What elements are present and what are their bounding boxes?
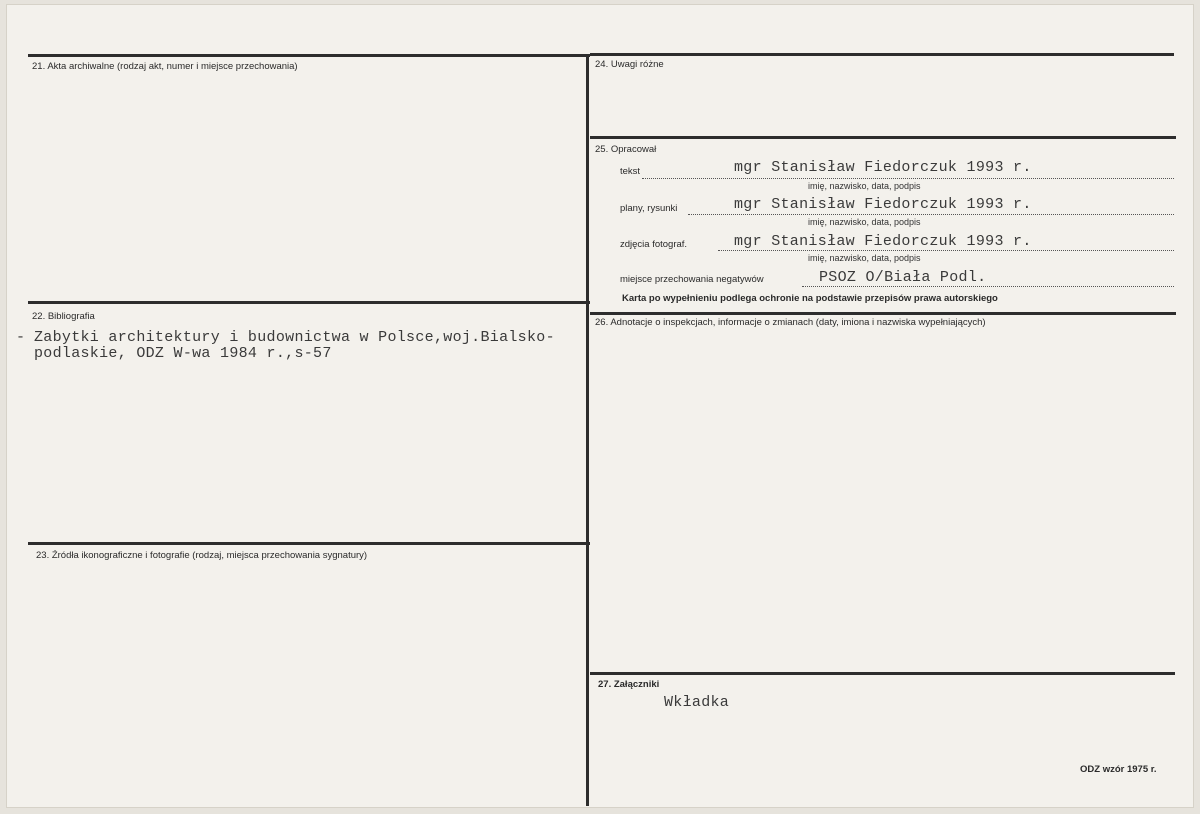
rule-27 (590, 672, 1175, 675)
row-plans-dotted-line (688, 214, 1174, 215)
row-text-caption: imię, nazwisko, data, podpis (808, 181, 921, 191)
row-text-value: mgr Stanisław Fiedorczuk 1993 r. (734, 159, 1032, 176)
section-21-label: 21. Akta archiwalne (rodzaj akt, numer i miejsce przechowania) (32, 61, 298, 72)
section-26-label: 26. Adnotacje o inspekcjach, informacje o zmianach (daty, imiona i nazwiska wypełniających) (595, 317, 986, 328)
row-plans-value: mgr Stanisław Fiedorczuk 1993 r. (734, 196, 1032, 213)
rule-22 (28, 301, 590, 304)
row-photos-caption: imię, nazwisko, data, podpis (808, 253, 921, 263)
negatives-dotted-line (802, 286, 1174, 287)
bibliography-line-2: podlaskie, ODZ W-wa 1984 r.,s-57 (34, 345, 332, 362)
center-divider (586, 54, 589, 806)
section-25-label: 25. Opracował (595, 144, 657, 155)
row-text-label: tekst (620, 166, 641, 177)
section-22-label: 22. Bibliografia (32, 311, 95, 322)
section-27-label: 27. Załączniki (598, 679, 660, 690)
row-photos-value: mgr Stanisław Fiedorczuk 1993 r. (734, 233, 1032, 250)
bibliography-line-1: Zabytki architektury i budownictwa w Polsce,woj.Bialsko- (34, 329, 555, 346)
top-rule-right (590, 53, 1174, 56)
form-code: ODZ wzór 1975 r. (1080, 764, 1157, 775)
negatives-label: miejsce przechowania negatywów (620, 274, 764, 285)
copyright-note: Karta po wypełnieniu podlega ochronie na podstawie przepisów prawa autorskiego (622, 293, 998, 304)
rule-25 (590, 136, 1176, 139)
rule-26 (590, 312, 1176, 315)
row-photos-label: zdjęcia fotograf. (620, 239, 688, 250)
inventory-card (6, 4, 1194, 808)
negatives-value: PSOZ O/Biała Podl. (819, 269, 987, 286)
row-plans-label: plany, rysunki (620, 203, 678, 214)
bibliography-bullet: - (16, 329, 26, 346)
section-23-label: 23. Źródła ikonograficzne i fotografie (rodzaj, miejsca przechowania sygnatury) (36, 550, 368, 561)
row-photos-dotted-line (718, 250, 1174, 251)
rule-23 (28, 542, 590, 545)
top-rule-left (28, 54, 590, 57)
section-24-label: 24. Uwagi różne (595, 59, 664, 70)
row-text-dotted-line (642, 178, 1174, 179)
row-plans-caption: imię, nazwisko, data, podpis (808, 217, 921, 227)
attachment-value: Wkładka (664, 694, 730, 711)
